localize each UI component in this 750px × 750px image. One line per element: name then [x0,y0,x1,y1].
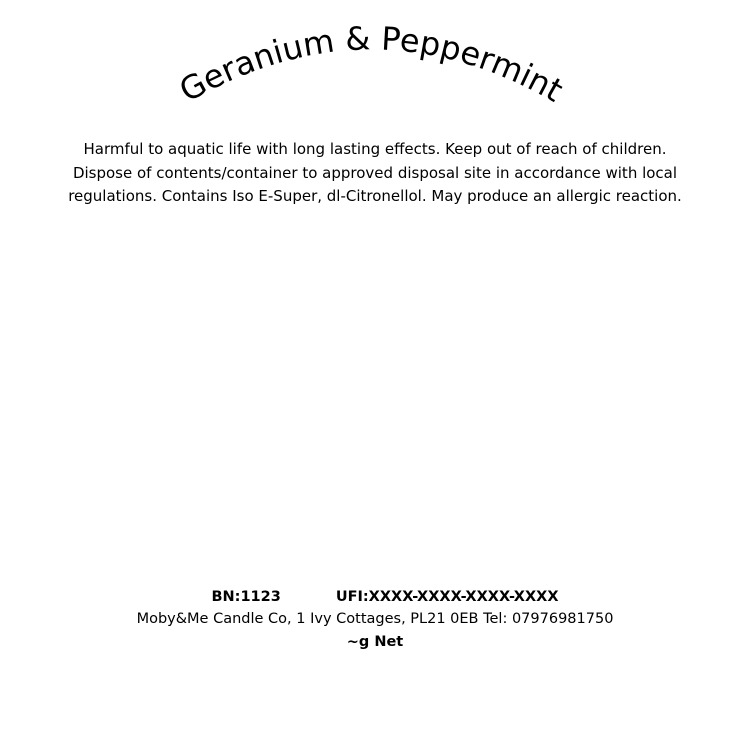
product-title [173,19,569,109]
identifiers-row [0,586,750,608]
product-title-arc [0,0,750,140]
warning-line-3: regulations. Contains Iso E-Super, dl-Citronellol. May produce an allergic reaction. [68,187,682,205]
warning-line-2: Dispose of contents/container to approved disposal site in accordance with local [72,163,678,182]
batch-number: BN:1123 [211,589,281,605]
warning-line-1: Harmful to aquatic life with long lasting effects. Keep out of reach of children. [83,140,667,158]
hazard-warning [60,138,690,209]
net-weight: ~g Net [346,634,404,650]
ufi-code: UFI:XXXX-XXXX-XXXX-XXXX [335,589,559,605]
label-footer [0,586,750,654]
product-title-text: Geranium & Peppermint [173,19,570,110]
company-address: Moby&Me Candle Co, 1 Ivy Cottages, PL21 0EB Tel: 07976981750 [136,611,614,627]
